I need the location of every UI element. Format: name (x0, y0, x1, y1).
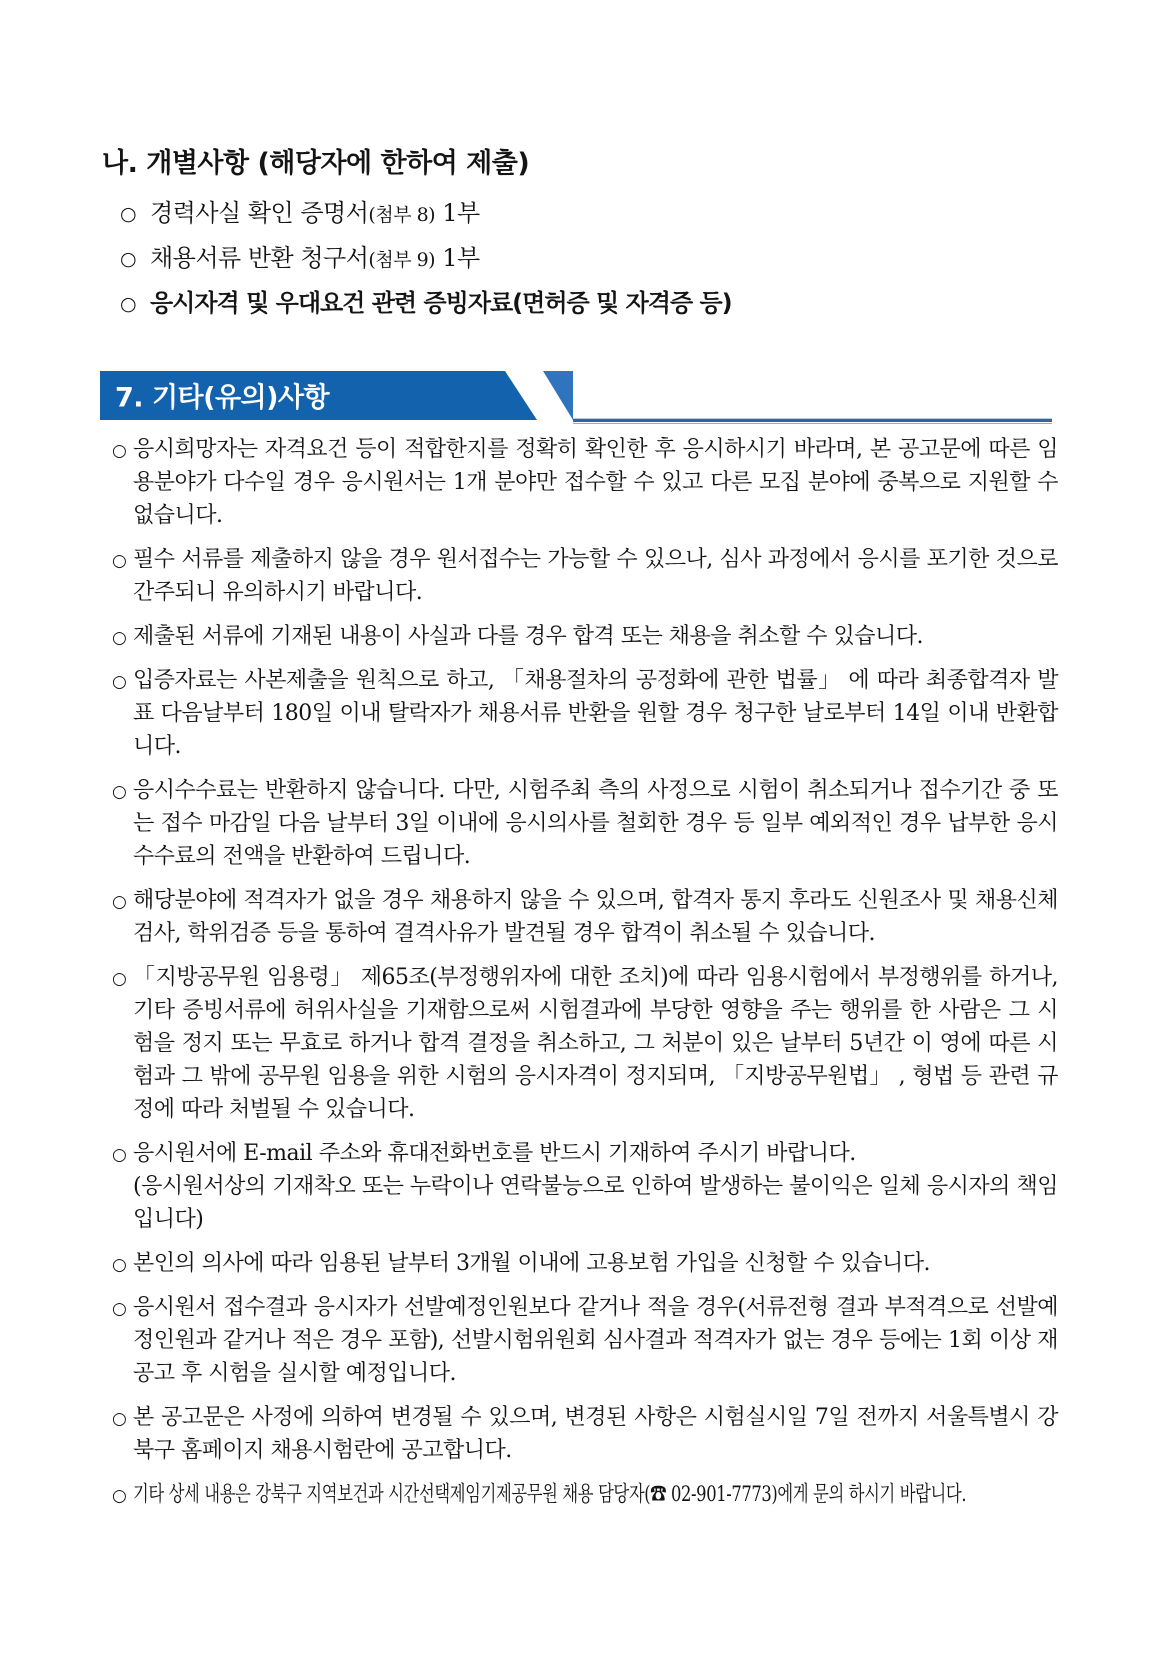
attachment-ref-text: (첨부 8) (368, 204, 436, 226)
circle-bullet-icon: ○ (120, 203, 137, 225)
notice-bullet-item (100, 620, 1058, 653)
copy-count-text: 1부 (435, 199, 480, 227)
circle-bullet-icon: ○ (120, 248, 137, 270)
circle-bullet-icon: ○ (112, 892, 127, 912)
circle-bullet-icon: ○ (112, 441, 127, 461)
section-7-title: 7. 기타(유의)사항 (115, 382, 330, 414)
list-item (100, 192, 1058, 237)
circle-bullet-icon: ○ (112, 1299, 127, 1319)
circle-bullet-icon: ○ (112, 672, 127, 692)
attachment-ref-text: (첨부 9) (368, 249, 436, 271)
notice-text: 「지방공무원 임용령」 제65조(부정행위자에 대한 조치)에 따라 임용시험에서 부정행위를 하거나, 기타 증빙서류에 허위사실을 기재함으로써 시험결과에 부당한 영향을 주는 행위를 한 사람은 그 시험을 정지 또는 무효로 하거나 합격 결정을 취소하고, 그 처분이 있은 날부터 5년간 이 영에 따른 시험과 그 밖에 공무원 임용을 위한 시험의 응시자격이 정지되며, 「지방공무원법」 , 형법 등 관련 규정에 따라 처벌될 수 있습니다. (133, 965, 1058, 1122)
notice-bullet-item (100, 1401, 1058, 1467)
circle-bullet-icon: ○ (112, 1486, 127, 1506)
notice-text: 기타 상세 내용은 강북구 지역보건과 시간선택제임기제공무원 채용 담당자(☎ 02-901-7773)에게 문의 하시기 바랍니다. (133, 1482, 967, 1507)
notice-bullet-item (100, 433, 1058, 532)
list-item-text: 응시자격 및 우대요건 관련 증빙자료(면허증 및 자격증 등) (150, 289, 732, 317)
copy-count-text: 1부 (435, 244, 480, 272)
list-item (100, 237, 1058, 282)
circle-bullet-icon: ○ (112, 1255, 127, 1275)
notice-text: 본 공고문은 사정에 의하여 변경될 수 있으며, 변경된 사항은 시험실시일 7일 전까지 서울특별시 강북구 홈페이지 채용시험란에 공고합니다. (133, 1405, 1058, 1463)
notice-bullet-item (100, 1478, 1058, 1511)
notice-bullet-item (100, 884, 1058, 950)
circle-bullet-icon: ○ (112, 782, 127, 802)
banner-accent-triangle (543, 371, 573, 420)
list-item-text: 채용서류 반환 청구서 (150, 244, 369, 272)
circle-bullet-icon: ○ (112, 1409, 127, 1429)
circle-bullet-icon: ○ (120, 293, 136, 315)
notice-text: 응시원서에 E-mail 주소와 휴대전화번호를 반드시 기재하여 주시기 바랍니다. (133, 1141, 856, 1166)
list-item-text: 경력사실 확인 증명서 (150, 199, 369, 227)
circle-bullet-icon: ○ (112, 969, 127, 989)
notice-text: 입증자료는 사본제출을 원칙으로 하고, 「채용절차의 공정화에 관한 법률」 에 따라 최종합격자 발표 다음날부터 180일 이내 탈락자가 채용서류 반환을 원할 경우 청구한 날로부터 14일 이내 반환합니다. (133, 668, 1058, 759)
notice-bullet-item (100, 1137, 1058, 1236)
notice-text-parenthetical: (응시원서상의 기재착오 또는 누락이나 연락불능으로 인하여 발생하는 불이익은 일체 응시자의 책임입니다) (133, 1174, 1058, 1232)
notice-text: 본인의 의사에 따라 임용된 날부터 3개월 이내에 고용보험 가입을 신청할 수 있습니다. (133, 1251, 930, 1276)
list-item (100, 282, 1058, 327)
notice-text: 응시희망자는 자격요건 등이 적합한지를 정확히 확인한 후 응시하시기 바라며, 본 공고문에 따른 임용분야가 다수일 경우 응시원서는 1개 분야만 접수할 수 있고 다른 모집 분야에 중복으로 지원할 수 없습니다. (133, 437, 1058, 528)
notice-text: 해당분야에 적격자가 없을 경우 채용하지 않을 수 있으며, 합격자 통지 후라도 신원조사 및 채용신체검사, 학위검증 등을 통하여 결격사유가 발견될 경우 합격이 취소될 수 있습니다. (133, 888, 1058, 946)
notice-bullet-item (100, 664, 1058, 763)
notice-text: 필수 서류를 제출하지 않을 경우 원서접수는 가능할 수 있으나, 심사 과정에서 응시를 포기한 것으로 간주되니 유의하시기 바랍니다. (133, 547, 1058, 605)
notice-text: 응시원서 접수결과 응시자가 선발예정인원보다 같거나 적을 경우(서류전형 결과 부적격으로 선발예정인원과 같거나 적은 경우 포함), 선발시험위원회 심사결과 적격자가 없는 경우 등에는 1회 이상 재공고 후 시험을 실시할 예정입니다. (133, 1295, 1058, 1386)
section-b-list (100, 192, 1058, 327)
circle-bullet-icon: ○ (112, 628, 127, 648)
notice-text: 제출된 서류에 기재된 내용이 사실과 다를 경우 합격 또는 채용을 취소할 수 있습니다. (133, 624, 923, 649)
notice-bullet-item (100, 543, 1058, 609)
circle-bullet-icon: ○ (112, 551, 127, 571)
document-content (100, 0, 1058, 1522)
notice-bullet-item (100, 1291, 1058, 1390)
section-b-heading: 나. 개별사항 (해당자에 한하여 제출) (102, 148, 530, 179)
section-7-bullet-list (100, 433, 1058, 1511)
notice-bullet-item (100, 774, 1058, 873)
section-7-banner (100, 371, 1058, 420)
banner-underline (573, 418, 1052, 424)
circle-bullet-icon: ○ (112, 1145, 127, 1165)
notice-bullet-item (100, 1247, 1058, 1280)
notice-bullet-item (100, 961, 1058, 1126)
notice-text: 응시수수료는 반환하지 않습니다. 다만, 시험주최 측의 사정으로 시험이 취소되거나 접수기간 중 또는 접수 마감일 다음 날부터 3일 이내에 응시의사를 철회한 경우 등 일부 예외적인 경우 납부한 응시수수료의 전액을 반환하여 드립니다. (133, 778, 1058, 869)
